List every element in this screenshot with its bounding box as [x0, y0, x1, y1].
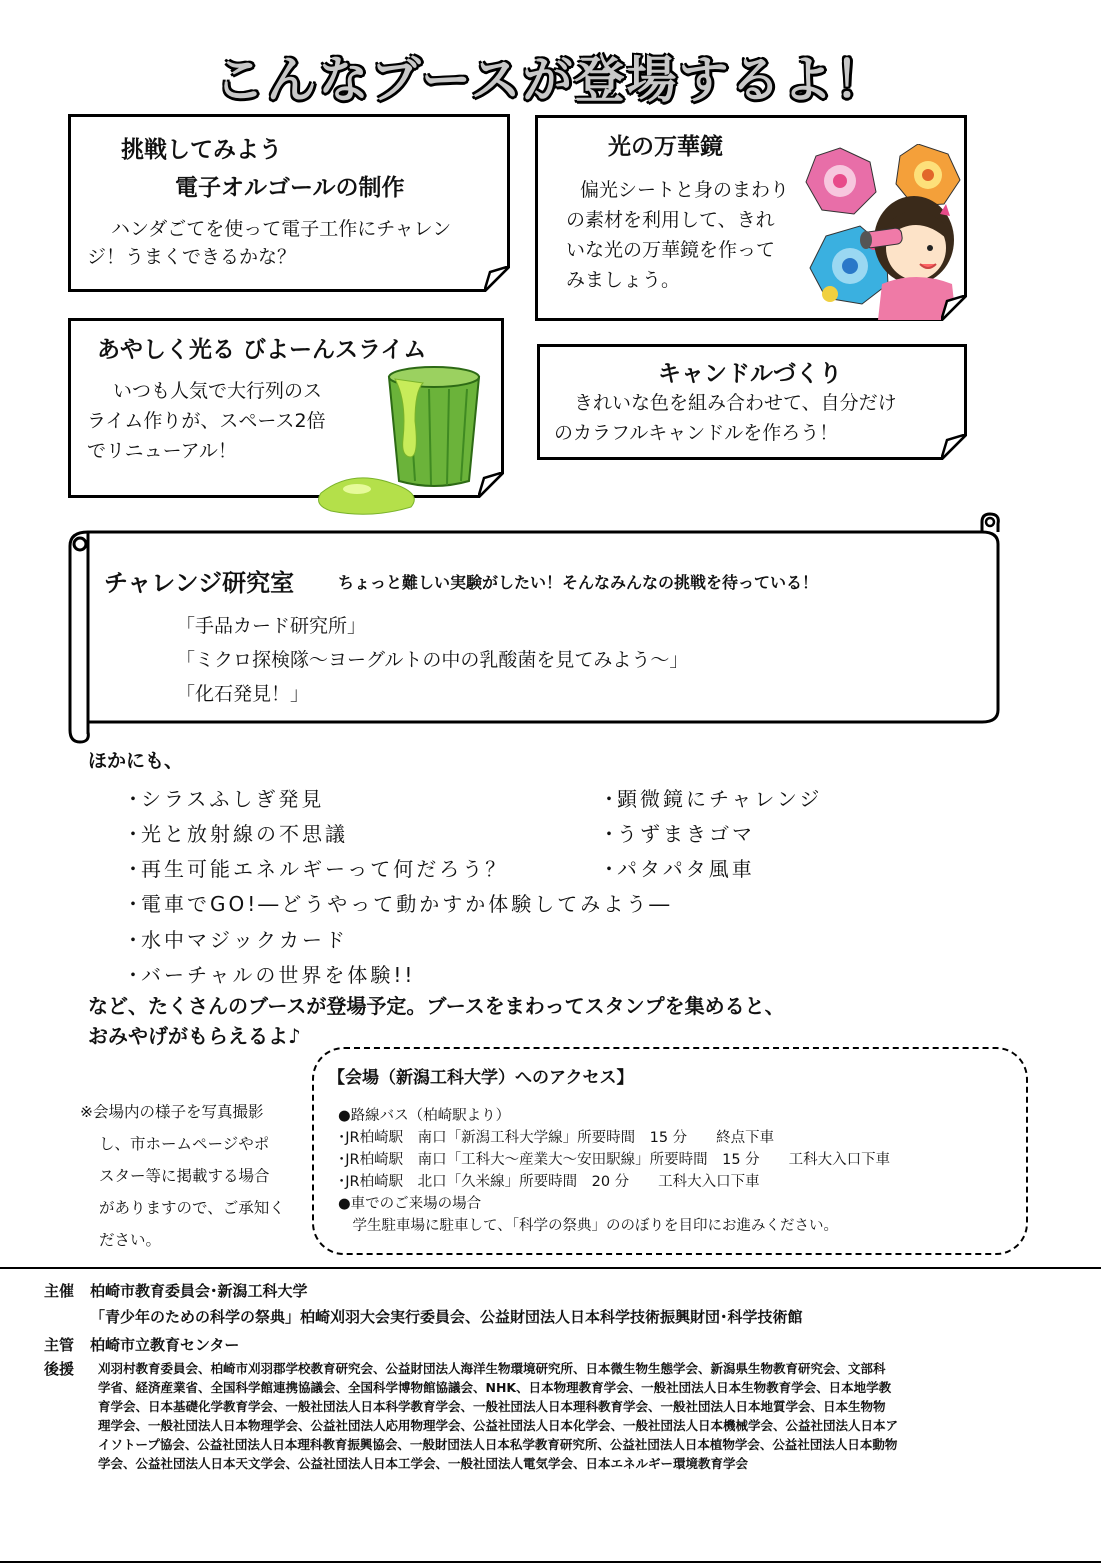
challenge-item-2: 「ミクロ探検隊～ヨーグルトの中の乳酸菌を見てみよう～」 [176, 649, 689, 671]
booth-candle-line1: きれいな色を組み合わせて、自分だけ [574, 392, 897, 414]
others-outro-2: おみやげがもらえるよ♪ [88, 1024, 301, 1048]
footer-divider [0, 1267, 1101, 1269]
others-intro: ほかにも、 [88, 750, 184, 772]
page-fold-icon [941, 434, 967, 460]
access-box [312, 1047, 1028, 1255]
booth-candle-card [537, 344, 967, 460]
org-label: 主管 [44, 1336, 75, 1354]
support-line-2: 学省、経済産業省、全国科学館連携協議会、全国科学博物館協議会、NHK、日本物理教育学会、一般社団法人日本生物教育学会、日本地学教 [98, 1380, 892, 1395]
booth-candle-line2: のカラフルキャンドルを作ろう！ [554, 422, 839, 444]
support-line-4: 理学会、一般社団法人日本物理学会、公益社団法人応用物理学会、公益社団法人日本化学会、一般社団法人日本機械学会、公益社団法人日本ア [98, 1418, 899, 1433]
booth-slime-heading: あやしく光る びよーんスライム [97, 337, 427, 363]
others-left-1: ･シラスふしぎ発見 [128, 787, 325, 811]
support-line-6: 学会、公益社団法人日本天文学会、公益社団法人日本工学会、一般社団法人電気学会、日本エネルギー環境教育学会 [98, 1456, 749, 1471]
host-line-1: 柏崎市教育委員会･新潟工科大学 [90, 1282, 308, 1300]
booth-denshi-card [68, 114, 510, 292]
support-label: 後援 [44, 1360, 75, 1378]
access-line-3: ･JR柏崎駅 南口「工科大～産業大～安田駅線」所要時間 15 分 工科大入口下車 [338, 1152, 891, 1168]
booth-kaleido-line4: みましょう。 [566, 269, 681, 291]
others-left-6: ･バーチャルの世界を体験!! [128, 963, 416, 987]
booth-denshi-heading1: 挑戦してみよう [121, 137, 282, 163]
booth-candle-heading: キャンドルづくり [658, 361, 842, 387]
booth-slime-card [68, 318, 504, 498]
page-fold-icon [941, 295, 967, 321]
host-line-2: 「青少年のための科学の祭典」柏崎刈羽大会実行委員会、公益財団法人日本科学技術振興財団･科学技術館 [90, 1308, 803, 1326]
bottom-divider [0, 1561, 1101, 1563]
slime-bucket-illustration [311, 361, 481, 517]
host-label: 主催 [44, 1282, 75, 1300]
booth-denshi-text1: ハンダごてを使って電子工作にチャレン [111, 218, 452, 240]
challenge-item-1: 「手品カード研究所」 [176, 615, 367, 637]
org-line: 柏崎市立教育センター [90, 1336, 240, 1354]
booth-kaleido-heading: 光の万華鏡 [608, 134, 723, 160]
booth-slime-line1: いつも人気で大行列のス [113, 380, 323, 402]
booth-kaleido-line2: の素材を利用して、きれ [566, 209, 775, 231]
photo-note-line-5: ださい。 [99, 1231, 162, 1249]
booth-slime-line2: ライム作りが、スペース2倍 [87, 410, 326, 432]
page-title: こんなブースが登場するよ！ [214, 51, 887, 109]
kaleidoscope-girl-illustration [790, 144, 968, 320]
access-line-4: ･JR柏崎駅 北口「久米線」所要時間 20 分 工科大入口下車 [338, 1174, 760, 1190]
booth-slime-line3: でリニューアル！ [87, 440, 237, 462]
others-left-3: ･再生可能エネルギーって何だろう？ [128, 857, 509, 881]
booth-kaleido-line3: いな光の万華鏡を作って [566, 239, 776, 261]
challenge-subtitle: ちょっと難しい実験がしたい！そんなみんなの挑戦を待っている！ [338, 573, 819, 592]
others-outro-1: など、たくさんのブースが登場予定。ブースをまわってスタンプを集めると、 [88, 994, 785, 1018]
others-left-2: ･光と放射線の不思議 [128, 822, 348, 846]
access-line-6: 学生駐車場に駐車して、「科学の祭典」ののぼりを目印にお進みください。 [338, 1218, 838, 1234]
others-right-2: ･うずまきゴマ [604, 822, 755, 846]
page-fold-icon [478, 472, 504, 498]
others-left-4: ･電車でGO!―どうやって動かすか体験してみよう― [128, 892, 673, 916]
others-left-5: ･水中マジックカード [128, 928, 348, 952]
booth-denshi-heading2: 電子オルゴールの制作 [175, 175, 405, 201]
booth-denshi-text2: ジ！うまくできるかな？ [87, 246, 297, 268]
booth-kaleido-line1: 偏光シートと身のまわり [580, 179, 790, 201]
challenge-item-3: 「化石発見！」 [176, 683, 310, 705]
support-line-3: 育学会、日本基礎化学教育学会、一般社団法人日本科学教育学会、一般社団法人日本理科教育学会、一般社団法人日本地質学会、日本生物物 [98, 1399, 886, 1414]
photo-note-line-3: スター等に掲載する場合 [99, 1167, 270, 1185]
access-line-2: ･JR柏崎駅 南口「新潟工科大学線」所要時間 15 分 終点下車 [338, 1130, 775, 1146]
access-title: 【会場（新潟工科大学）へのアクセス】 [328, 1068, 634, 1088]
support-line-5: イソトープ協会、公益社団法人日本理科教育振興協会、一般財団法人日本私学教育研究所、公益社団法人日本植物学会、公益社団法人日本動物 [98, 1437, 898, 1452]
access-line-5: ●車でのご来場の場合 [338, 1196, 482, 1212]
photo-note-line-1: ※会場内の様子を写真撮影 [80, 1103, 264, 1121]
others-right-1: ･顕微鏡にチャレンジ [604, 787, 823, 811]
page-fold-icon [484, 266, 510, 292]
support-line-1: 刈羽村教育委員会、柏崎市刈羽郡学校教育研究会、公益財団法人海洋生物環境研究所、日本微生物生態学会、新潟県生物教育研究会、文部科 [98, 1361, 886, 1376]
photo-note-line-4: がありますので、ご承知く [99, 1199, 285, 1217]
booth-kaleido-card [535, 115, 967, 321]
challenge-title: チャレンジ研究室 [104, 569, 295, 597]
others-right-3: ･パタパタ風車 [604, 857, 755, 881]
access-line-1: ●路線バス（柏崎駅より） [338, 1108, 511, 1124]
photo-note-line-2: し、市ホームページやポ [99, 1135, 270, 1153]
